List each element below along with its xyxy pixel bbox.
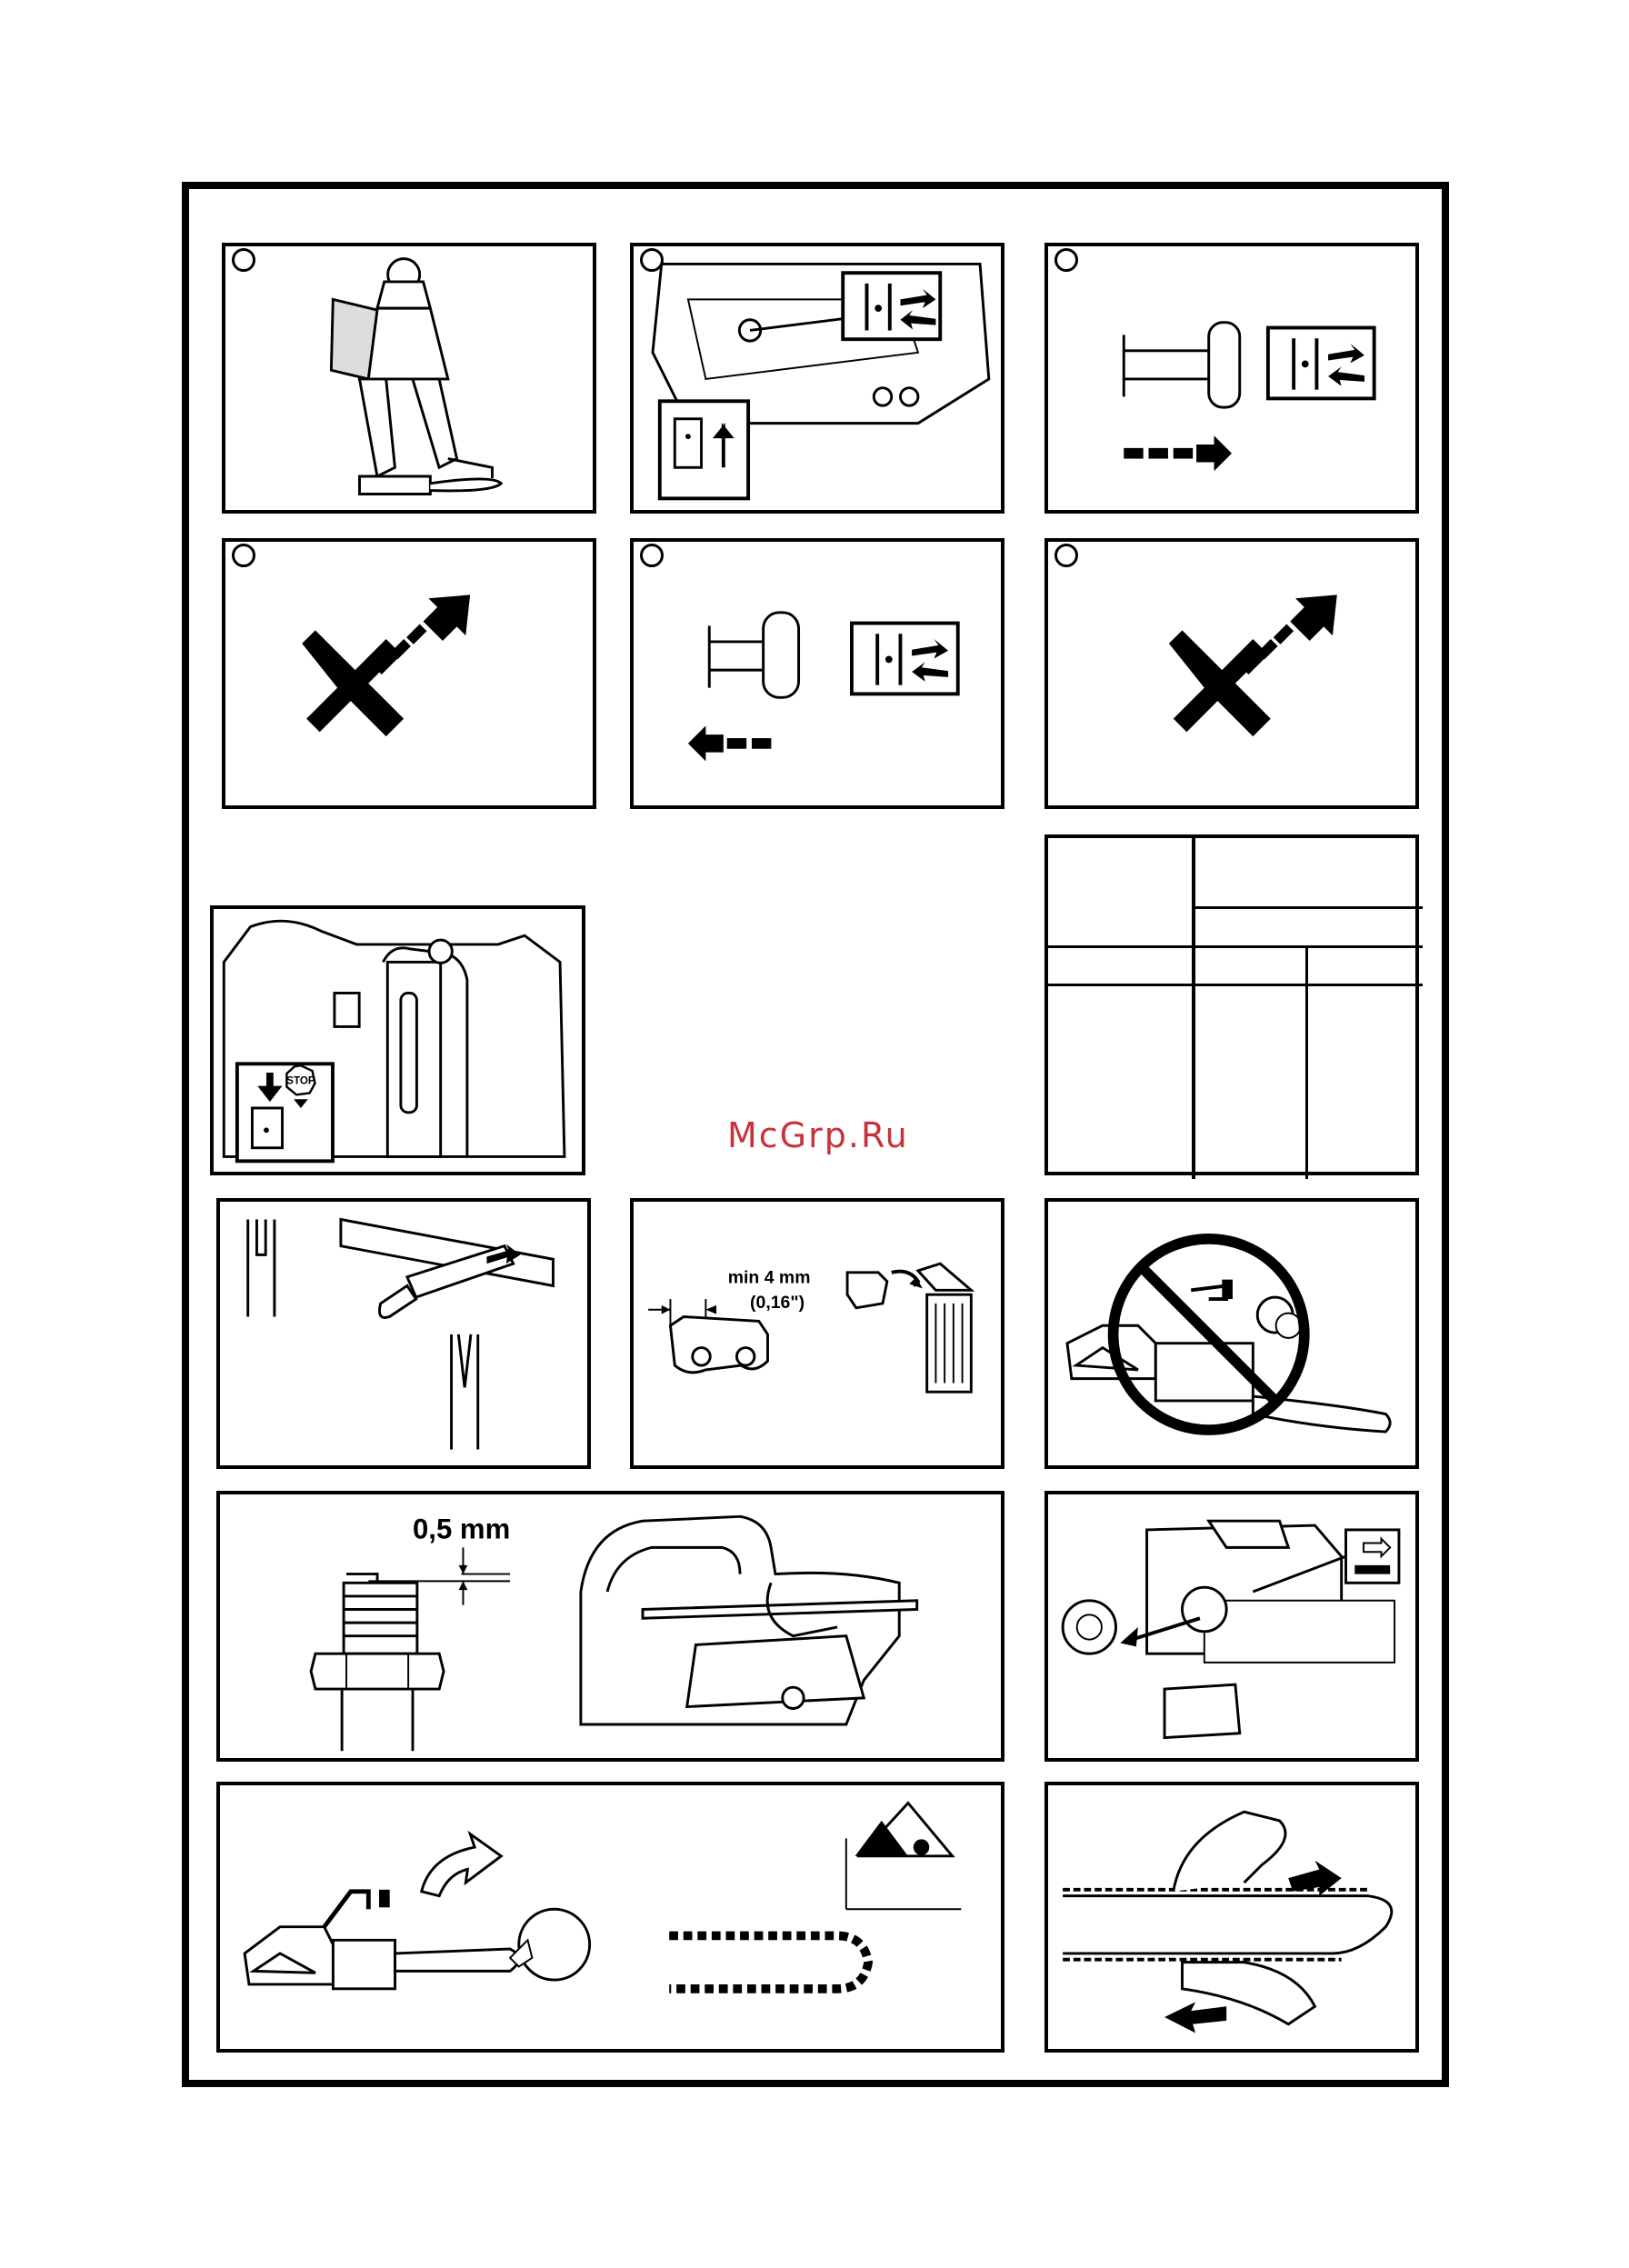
panel-chain-brake [1044, 1491, 1419, 1762]
stop-sign-label: STOP [286, 1074, 315, 1087]
depth-gauge-drawing [634, 1202, 1001, 1465]
panel-starter-pull-1 [222, 538, 596, 809]
operator-chainsaw-stance-icon [225, 246, 593, 510]
starter-pull-icon [1048, 542, 1415, 805]
panel-operator-starting [222, 243, 596, 514]
panel-depth-gauge [630, 1198, 1004, 1469]
no-hot-start-icon [1048, 1202, 1415, 1465]
panel-stop-switch [210, 905, 585, 1175]
depth-label-min: min 4 mm [727, 1267, 811, 1288]
chain-file-drawing [220, 1202, 587, 1465]
chain-brake-drawing [1048, 1494, 1415, 1758]
engine-choke-lever-drawing [634, 246, 1001, 510]
panel-file-depth [216, 1198, 591, 1469]
panel-choke-pull [1044, 243, 1419, 514]
panel-choke-push [630, 538, 1004, 809]
spark-gap-label: 0,5 mm [413, 1513, 511, 1545]
spark-plug-icon [220, 1494, 1001, 1758]
panel-no-hot-start [1044, 1198, 1419, 1469]
panel-choke-engine [630, 243, 1004, 514]
panel-spark-plug [216, 1491, 1004, 1762]
starter-pull-icon [225, 542, 593, 805]
choke-pull-icon [1048, 246, 1415, 510]
choke-push-icon [634, 542, 1001, 805]
depth-label-inch: (0,16") [750, 1292, 805, 1313]
panel-kickback [216, 1782, 1004, 2053]
watermark-text: McGrp.Ru [727, 1115, 909, 1155]
chain-tension-icon [1048, 1785, 1415, 2049]
specs-table-empty [1044, 834, 1419, 1175]
panel-starter-pull-2 [1044, 538, 1419, 809]
kickback-icon [220, 1785, 1001, 2049]
stop-switch-drawing [214, 909, 582, 1172]
panel-chain-tension [1044, 1782, 1419, 2053]
